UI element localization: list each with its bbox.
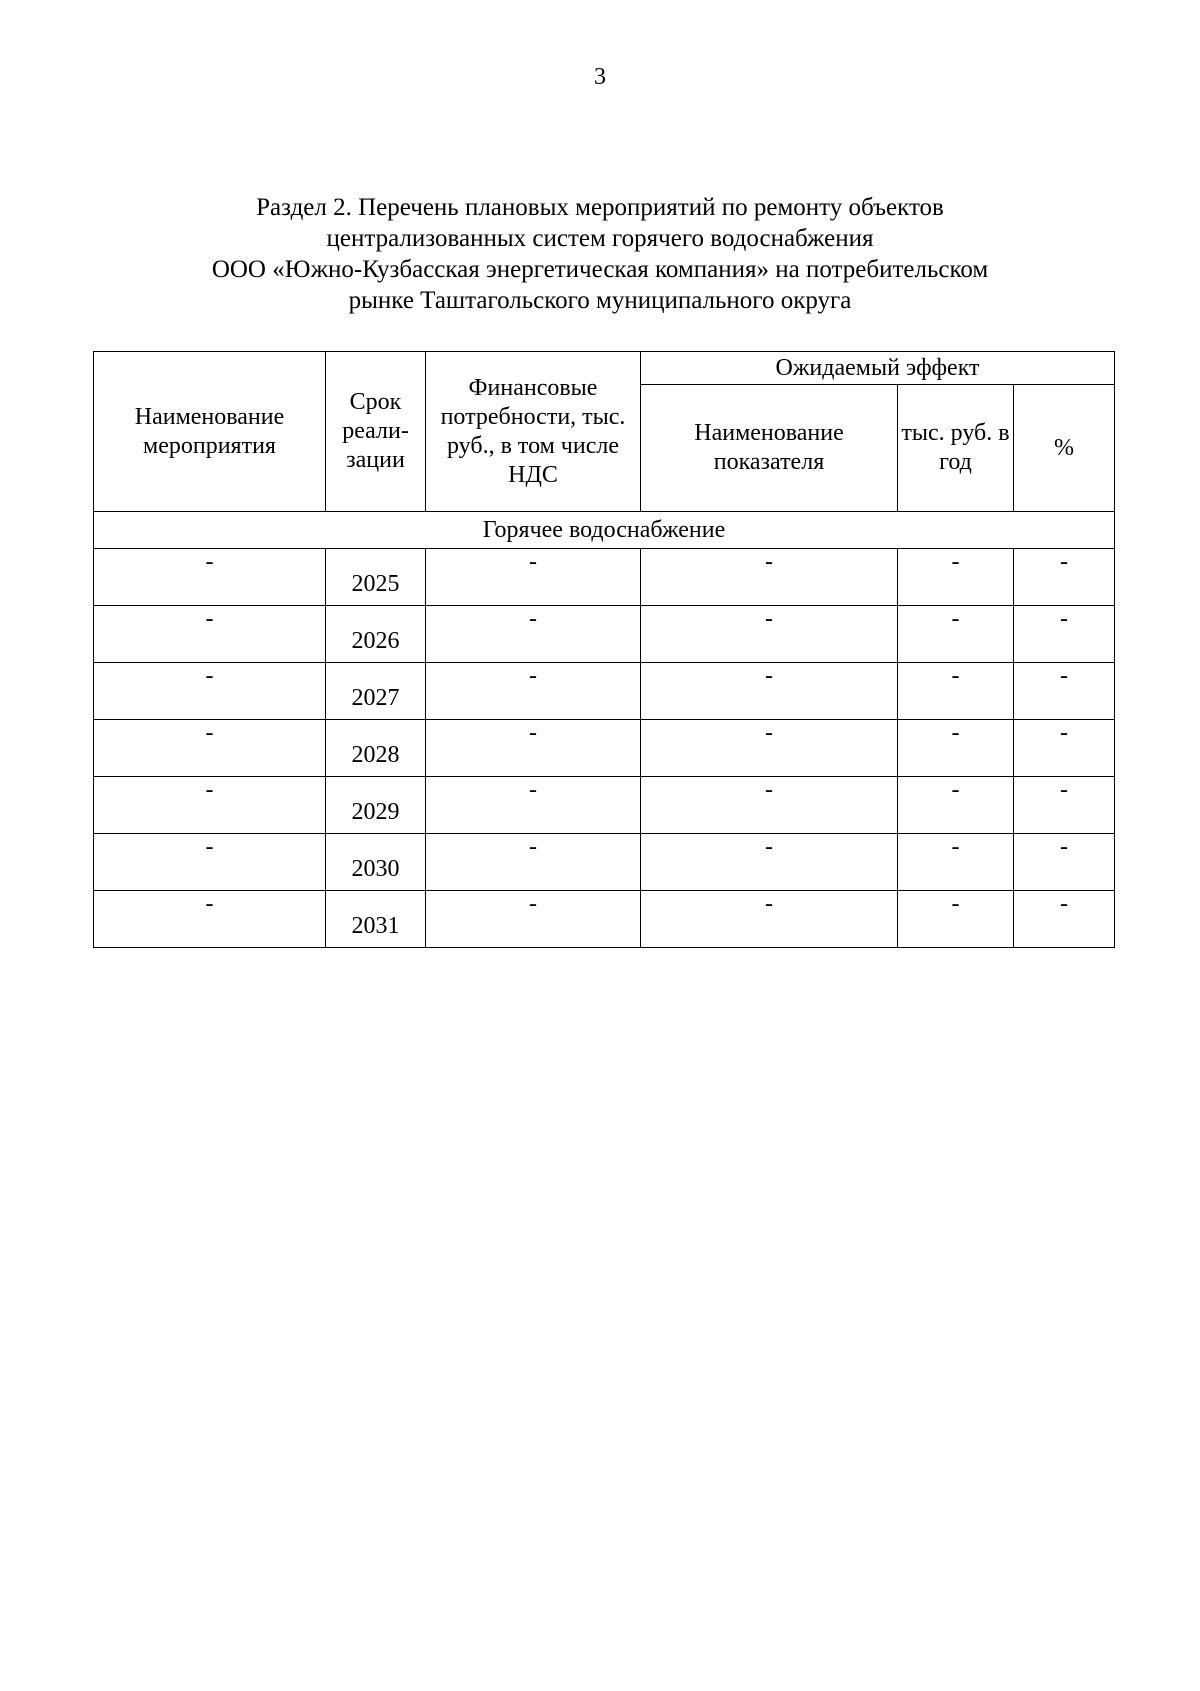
table-row: [94, 891, 1115, 948]
section-title: [150, 192, 1050, 316]
cell-thousand-rub: -: [898, 720, 1014, 777]
header-percent: %: [1014, 385, 1115, 512]
cell-percent: -: [1014, 663, 1115, 720]
cell-year: 2030: [326, 834, 426, 891]
cell-name: -: [94, 549, 326, 606]
cell-thousand-rub: -: [898, 777, 1014, 834]
cell-name: -: [94, 606, 326, 663]
header-finance-text: Финансовые потребности, тыс. руб., в том числе НДС: [440, 374, 626, 488]
cell-indicator: -: [641, 663, 898, 720]
cell-year: 2026: [326, 606, 426, 663]
cell-finance: -: [426, 891, 641, 948]
header-indicator-text: Наименование показателя: [694, 420, 844, 475]
cell-name: -: [94, 663, 326, 720]
header-thousand-rub-text: тыс. руб. в год: [901, 420, 1010, 475]
cell-percent: -: [1014, 549, 1115, 606]
cell-indicator: -: [641, 777, 898, 834]
cell-indicator: -: [641, 834, 898, 891]
table-row: [94, 834, 1115, 891]
title-line: Раздел 2. Перечень плановых мероприятий по ремонту объектов: [256, 194, 944, 221]
table-row: [94, 720, 1115, 777]
plan-table: [93, 351, 1115, 948]
header-thousand-rub: [898, 385, 1014, 512]
cell-finance: -: [426, 834, 641, 891]
cell-percent: -: [1014, 720, 1115, 777]
cell-indicator: -: [641, 891, 898, 948]
header-effect-group: Ожидаемый эффект: [641, 352, 1115, 385]
title-line: централизованных систем горячего водоснабжения: [326, 225, 874, 252]
table-row: [94, 606, 1115, 663]
header-name: [94, 352, 326, 512]
cell-finance: -: [426, 777, 641, 834]
cell-thousand-rub: -: [898, 663, 1014, 720]
cell-percent: -: [1014, 891, 1115, 948]
cell-name: -: [94, 777, 326, 834]
cell-finance: -: [426, 549, 641, 606]
cell-name: -: [94, 891, 326, 948]
cell-percent: -: [1014, 777, 1115, 834]
cell-finance: -: [426, 606, 641, 663]
cell-year: 2025: [326, 549, 426, 606]
cell-name: -: [94, 834, 326, 891]
header-term: [326, 352, 426, 512]
cell-name: -: [94, 720, 326, 777]
cell-year: 2028: [326, 720, 426, 777]
header-name-text: Наименование мероприятия: [134, 403, 285, 459]
header-indicator: [641, 385, 898, 512]
cell-finance: -: [426, 720, 641, 777]
cell-indicator: -: [641, 549, 898, 606]
header-term-text: Срок реали-зации: [342, 389, 409, 473]
cell-thousand-rub: -: [898, 891, 1014, 948]
cell-thousand-rub: -: [898, 549, 1014, 606]
cell-year: 2031: [326, 891, 426, 948]
cell-year: 2027: [326, 663, 426, 720]
title-line: рынке Таштагольского муниципального округа: [348, 287, 852, 314]
cell-thousand-rub: -: [898, 834, 1014, 891]
cell-year: 2029: [326, 777, 426, 834]
section-label: Горячее водоснабжение: [94, 512, 1115, 549]
cell-percent: -: [1014, 606, 1115, 663]
header-finance: [426, 352, 641, 512]
page-number: 3: [594, 64, 606, 90]
table-row: [94, 663, 1115, 720]
cell-indicator: -: [641, 720, 898, 777]
table-row: [94, 549, 1115, 606]
cell-indicator: -: [641, 606, 898, 663]
table-row: [94, 777, 1115, 834]
title-line: ООО «Южно-Кузбасская энергетическая компания» на потребительском: [211, 256, 989, 283]
cell-finance: -: [426, 663, 641, 720]
cell-percent: -: [1014, 834, 1115, 891]
cell-thousand-rub: -: [898, 606, 1014, 663]
